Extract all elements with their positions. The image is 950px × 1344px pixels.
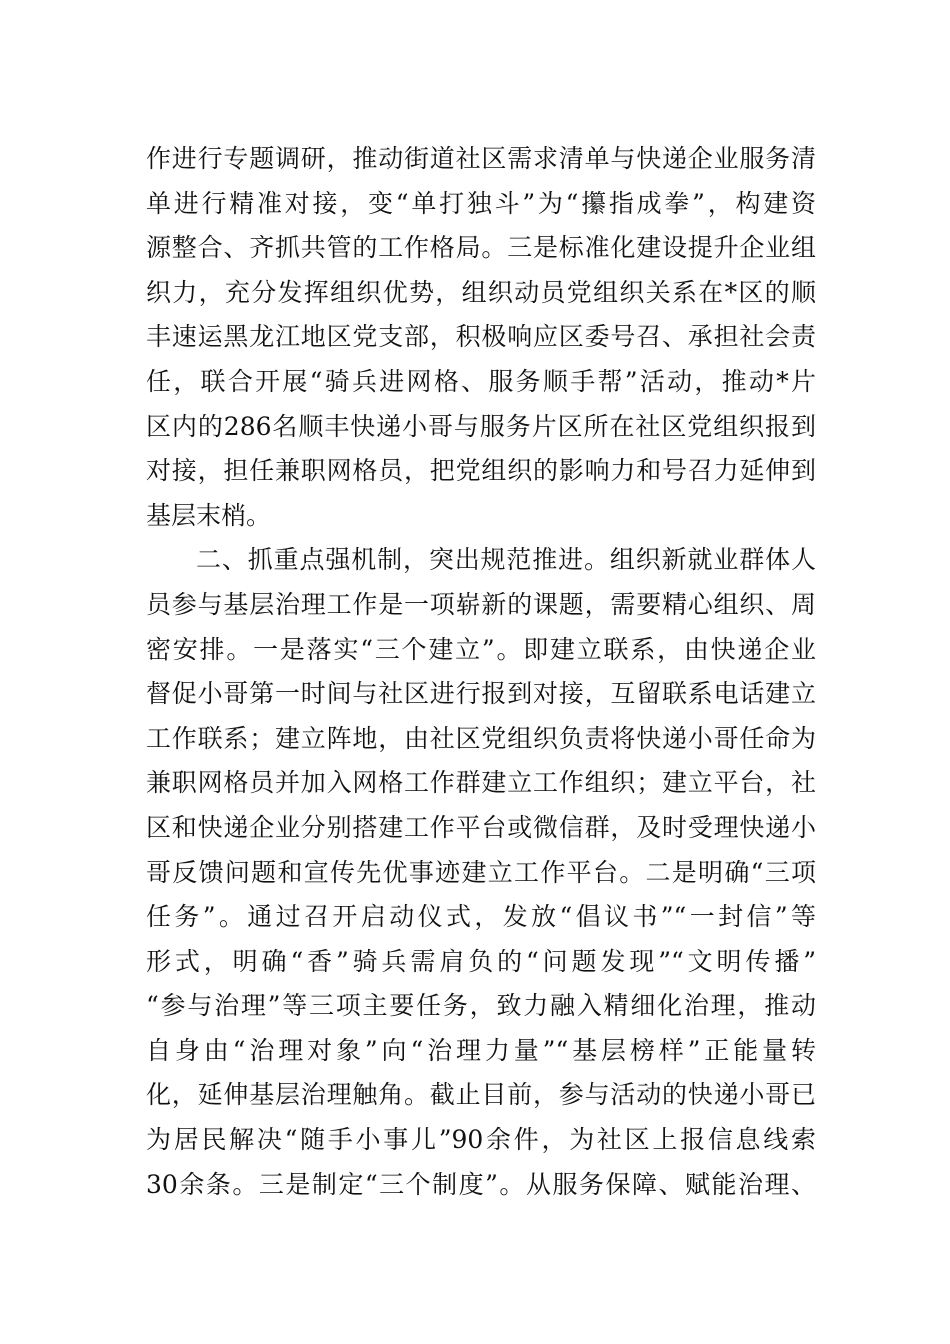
paragraph-line: 督促小哥第一时间与社区进行报到对接，互留联系电话建立 <box>146 679 816 709</box>
paragraph-line: 对接，担任兼职网格员，把党组织的影响力和号召力延伸到 <box>146 456 816 486</box>
document-body <box>146 137 816 1207</box>
paragraph-line: 源整合、齐抓共管的工作格局。三是标准化建设提升企业组 <box>146 233 816 263</box>
paragraph-line: 丰速运黑龙江地区党支部，积极响应区委号召、承担社会责 <box>146 322 816 352</box>
paragraph-line: 区和快递企业分别搭建工作平台或微信群，及时受理快递小 <box>146 812 816 842</box>
paragraph-line: 自身由“治理对象”向“治理力量”“基层榜样”正能量转 <box>146 1035 816 1065</box>
paragraph-line: 单进行精准对接，变“单打独斗”为“攥指成拳”，构建资 <box>146 188 816 218</box>
paragraph-line: 化，延伸基层治理触角。截止目前，参与活动的快递小哥已 <box>146 1080 816 1110</box>
paragraph-2 <box>146 538 816 1207</box>
paragraph-line: 二、抓重点强机制，突出规范推进。组织新就业群体人 <box>196 545 816 575</box>
paragraph-line: 兼职网格员并加入网格工作群建立工作组织；建立平台，社 <box>146 768 816 798</box>
paragraph-line: 为居民解决“随手小事儿”90余件，为社区上报信息线索 <box>146 1125 816 1155</box>
paragraph-line: 30余条。三是制定“三个制度”。从服务保障、赋能治理、 <box>146 1169 816 1199</box>
paragraph-line: “参与治理”等三项主要任务，致力融入精细化治理，推动 <box>146 991 816 1021</box>
paragraph-line: 作进行专题调研，推动街道社区需求清单与快递企业服务清 <box>146 144 816 173</box>
paragraph-line: 区内的286名顺丰快递小哥与服务片区所在社区党组织报到 <box>146 411 816 441</box>
paragraph-line: 任，联合开展“骑兵进网格、服务顺手帮”活动，推动*片 <box>146 366 816 396</box>
paragraph-line: 工作联系；建立阵地，由社区党组织负责将快递小哥任命为 <box>146 723 816 753</box>
paragraph-line: 任务”。通过召开启动仪式，发放“倡议书”“一封信”等 <box>146 902 816 932</box>
paragraph-line: 形式，明确“香”骑兵需肩负的“问题发现”“文明传播” <box>146 946 816 976</box>
paragraph-1 <box>146 137 816 538</box>
paragraph-line: 织力，充分发挥组织优势，组织动员党组织关系在*区的顺 <box>146 277 816 307</box>
paragraph-line: 密安排。一是落实“三个建立”。即建立联系，由快递企业 <box>146 634 816 664</box>
paragraph-line: 基层末梢。 <box>146 500 272 530</box>
paragraph-line: 哥反馈问题和宣传先优事迹建立工作平台。二是明确“三项 <box>146 857 816 887</box>
paragraph-line: 员参与基层治理工作是一项崭新的课题，需要精心组织、周 <box>146 589 816 619</box>
